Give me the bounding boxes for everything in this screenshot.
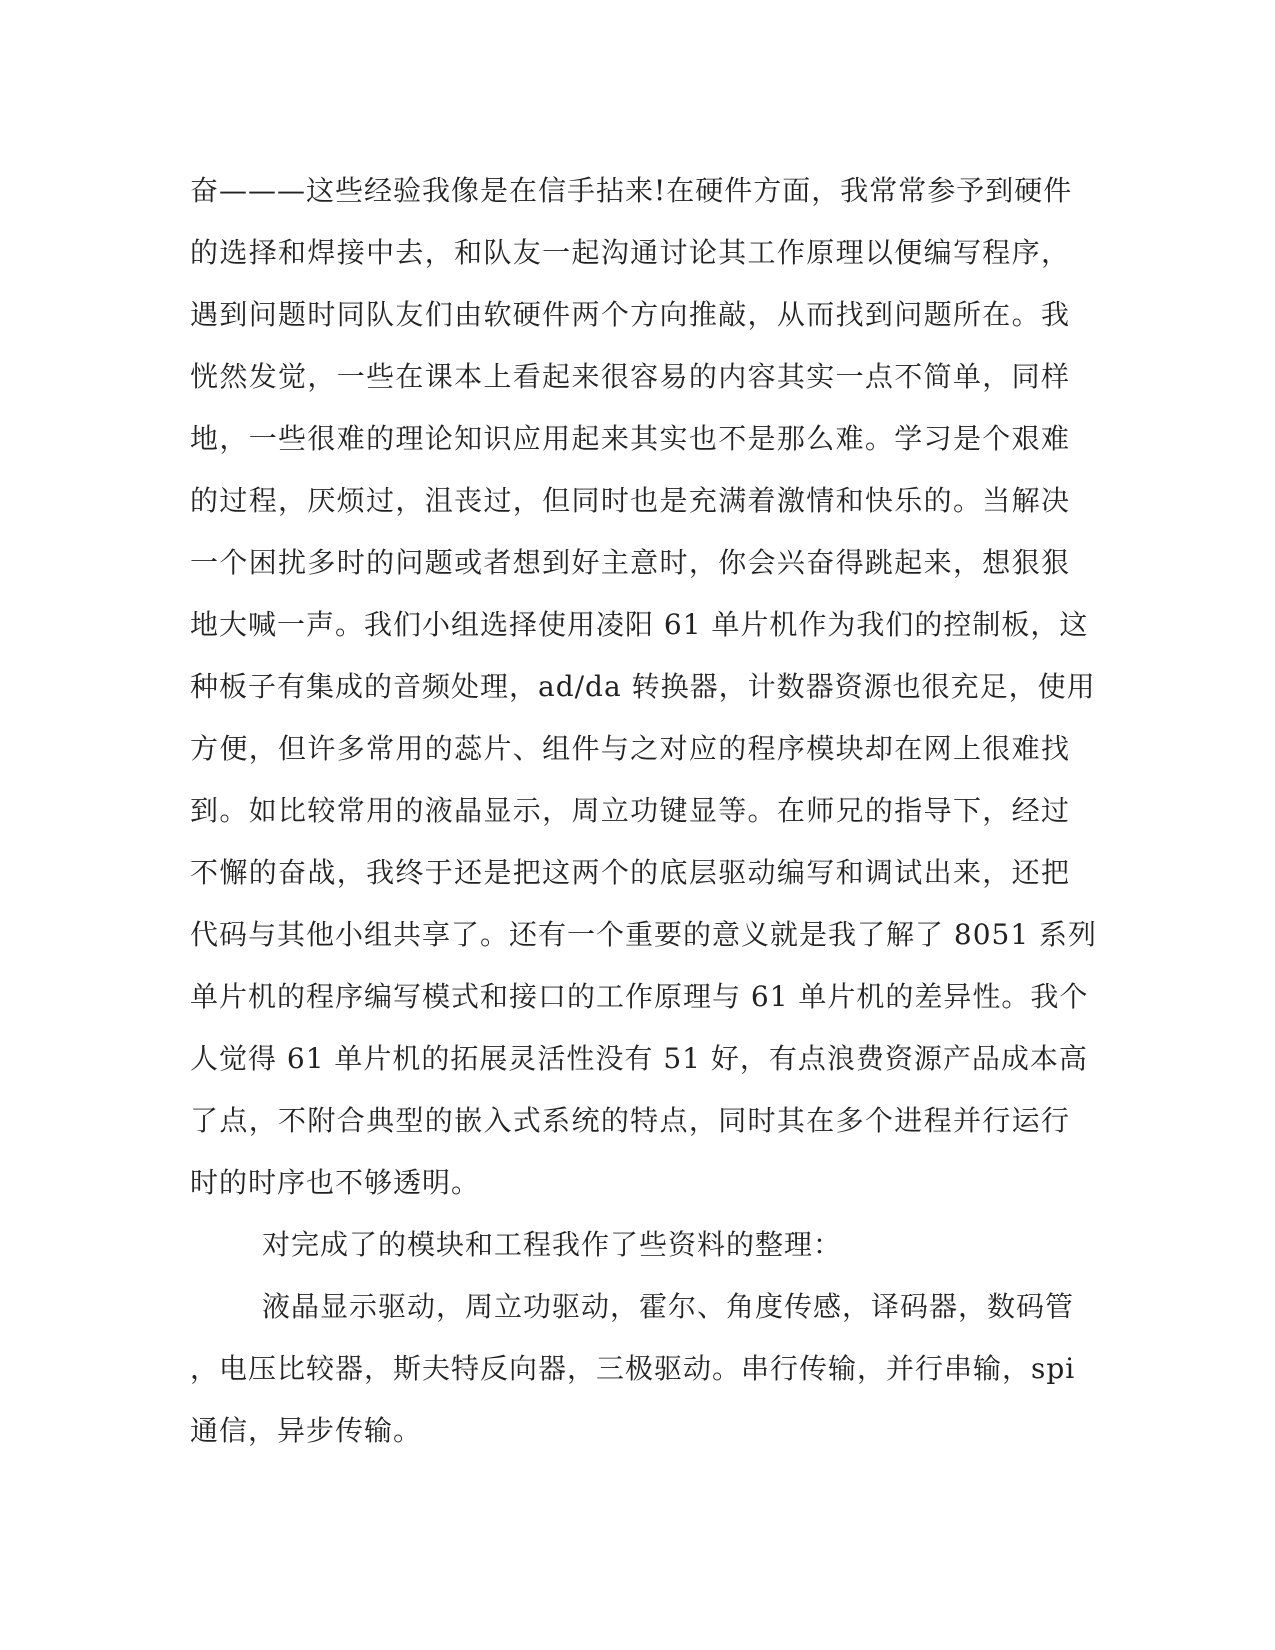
text-line: 不懈的奋战，我终于还是把这两个的底层驱动编写和调试出来，还把 xyxy=(190,856,1070,889)
text-line: 的过程，厌烦过，沮丧过，但同时也是充满着激情和快乐的。当解决 xyxy=(190,484,1070,517)
text-line: 人觉得 61 单片机的拓展灵活性没有 51 好，有点浪费资源产品成本高 xyxy=(190,1042,1088,1075)
text-line: 液晶显示驱动，周立功驱动，霍尔、角度传感，译码器，数码管 xyxy=(262,1290,1075,1323)
text-line: 代码与其他小组共享了。还有一个重要的意义就是我了解了 8051 系列 xyxy=(190,918,1098,951)
text-line: 方便，但许多常用的蕊片、组件与之对应的程序模块却在网上很难找 xyxy=(190,732,1070,765)
text-line: 通信，异步传输。 xyxy=(190,1414,423,1447)
text-line: 遇到问题时同队友们由软硬件两个方向推敲，从而找到问题所在。我 xyxy=(190,298,1070,331)
text-line: 地，一些很难的理论知识应用起来其实也不是那么难。学习是个艰难 xyxy=(190,422,1070,455)
text-line: 单片机的程序编写模式和接口的工作原理与 61 单片机的差异性。我个 xyxy=(190,980,1089,1013)
text-line: 奋———这些经验我像是在信手拈来!在硬件方面，我常常参予到硬件 xyxy=(190,174,1073,207)
paragraph xyxy=(190,1214,1070,1276)
text-line: 时的时序也不够透明。 xyxy=(190,1166,481,1199)
text-line: 的选择和焊接中去，和队友一起沟通讨论其工作原理以便编写程序， xyxy=(190,236,1070,269)
text-line: 对完成了的模块和工程我作了些资料的整理： xyxy=(262,1228,843,1261)
text-line: 种板子有集成的音频处理，ad/da 转换器，计数器资源也很充足，使用 xyxy=(190,670,1096,703)
text-line: ，电压比较器，斯夫特反向器，三极驱动。串行传输，并行串输，spi xyxy=(190,1352,1076,1385)
text-line: 了点，不附合典型的嵌入式系统的特点，同时其在多个进程并行运行 xyxy=(190,1104,1070,1137)
text-line: 到。如比较常用的液晶显示，周立功键显等。在师兄的指导下，经过 xyxy=(190,794,1070,827)
text-line: 一个困扰多时的问题或者想到好主意时，你会兴奋得跳起来，想狠狠 xyxy=(190,546,1070,579)
document-body xyxy=(190,160,1098,1462)
text-line: 恍然发觉，一些在课本上看起来很容易的内容其实一点不简单，同样 xyxy=(190,360,1070,393)
text-line: 地大喊一声。我们小组选择使用凌阳 61 单片机作为我们的控制板，这 xyxy=(190,608,1089,641)
paragraph xyxy=(190,1276,1076,1462)
paragraph xyxy=(190,160,1098,1214)
